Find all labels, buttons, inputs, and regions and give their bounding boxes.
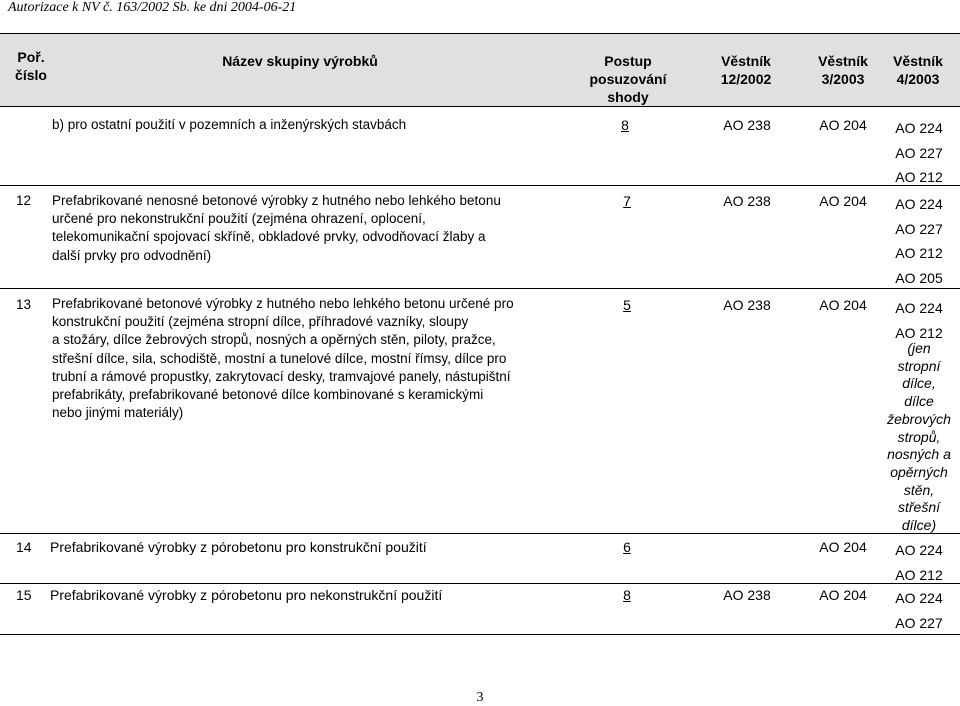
row15-num: 15	[16, 587, 32, 603]
row14-v3: AO 224 AO 212	[895, 542, 943, 583]
row12-v2: AO 204	[819, 193, 867, 209]
row15-name: Prefabrikované výrobky z pórobetonu pro nekonstrukční použití	[50, 587, 443, 603]
row13-v1: AO 238	[723, 297, 771, 313]
header-postup: Postup posuzování shody	[589, 53, 667, 105]
header-nazev: Název skupiny výrobků	[222, 53, 378, 69]
page-number: 3	[476, 690, 484, 705]
section-b-postup: 8	[621, 117, 629, 133]
row14-num: 14	[16, 539, 32, 555]
row13-name: Prefabrikované betonové výrobky z hutného nebo lehkého betonu určené pro konstrukční použití (zejména stropní dílce, příhradové vazníky, sloupy a stožáry, dílce žebrových stropů, nosných a opěrných stěn, piloty, pražce, střešní dílce, sila, schodiště, mostní a tunelové dílce, mostní římsy, dílce pro trubní a rámové propustky, zakrytovací desky, tramvajové panely, nástupištní prefabrikáty, prefabrikované betonové dílce kombinované s keramickými nebo jinými materiály)	[52, 296, 514, 421]
table-bottom-border	[0, 634, 960, 635]
row13-postup: 5	[623, 297, 631, 313]
row12-v3: AO 224 AO 227 AO 212 AO 205	[895, 196, 943, 286]
row12-postup: 7	[623, 193, 631, 209]
row12-v1: AO 238	[723, 193, 771, 209]
row15-v2: AO 204	[819, 587, 867, 603]
row12-num: 12	[16, 193, 32, 208]
row13-v3: AO 224 AO 212	[895, 300, 943, 341]
row14-v2: AO 204	[819, 539, 867, 555]
section-b-label: b) pro ostatní použití v pozemních a inženýrských stavbách	[52, 117, 407, 132]
row13-v2: AO 204	[819, 297, 867, 313]
row15-v3: AO 224 AO 227	[895, 590, 943, 631]
row-divider	[0, 533, 960, 534]
section-b-v2: AO 204	[819, 117, 867, 133]
row13-num: 13	[16, 297, 32, 312]
row15-postup: 8	[623, 587, 631, 603]
section-b-v3: AO 224 AO 227 AO 212	[895, 120, 943, 185]
row-divider	[0, 185, 960, 186]
header-vestnik-4-2003: Věstník 4/2003	[893, 53, 943, 87]
row-divider	[0, 583, 960, 584]
row15-v1: AO 238	[723, 587, 771, 603]
header-vestnik-3-2003: Věstník 3/2003	[818, 53, 868, 87]
row14-postup: 6	[623, 539, 631, 555]
section-b-v1: AO 238	[723, 117, 771, 133]
row13-v3-note: (jen stropní dílce, dílce žebrových stropů, nosných a opěrných stěn, střešní dílce)	[887, 340, 951, 534]
table-header-border	[0, 106, 960, 107]
row14-name: Prefabrikované výrobky z pórobetonu pro konstrukční použití	[50, 539, 427, 555]
document-header-note: Autorizace k NV č. 163/2002 Sb. ke dni 2004-06-21	[8, 0, 297, 15]
row12-name: Prefabrikované nenosné betonové výrobky z hutného nebo lehkého betonu určené pro nekonstrukční použití (zejména ohrazení, oplocení, telekomunikační spojovací skříně, obkladové prvky, odvodňovací žlaby a další prvky pro odvodnění)	[52, 193, 501, 263]
row-divider	[0, 288, 960, 289]
table-top-border	[0, 33, 960, 34]
header-vestnik-12-2002: Věstník 12/2002	[720, 53, 772, 87]
header-por: Poř. číslo	[15, 49, 47, 83]
